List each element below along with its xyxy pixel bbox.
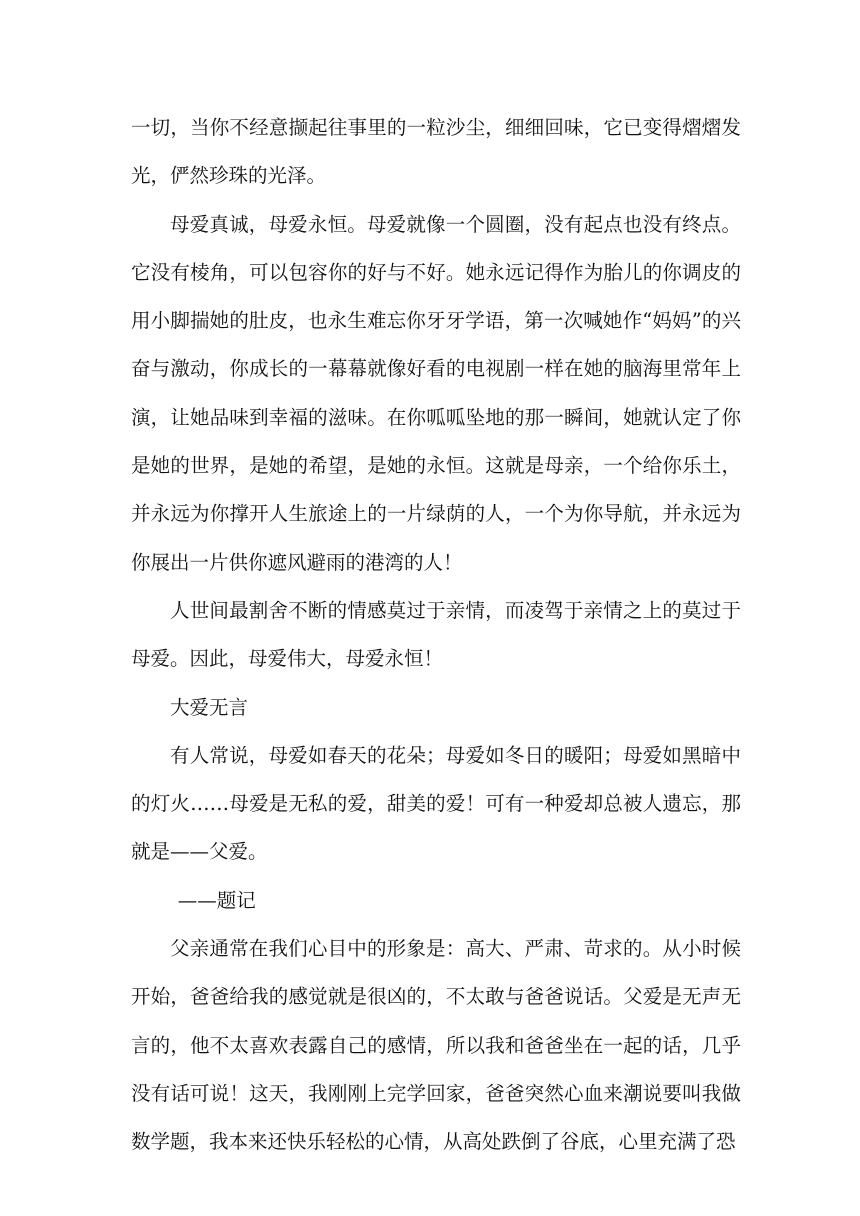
paragraph-conclusion: 人世间最割舍不断的情感莫过于亲情，而凌驾于亲情之上的莫过于母爱。因此，母爱伟大，母爱永恒！ (131, 598, 741, 671)
paragraph-continuation: 一切，当你不经意撷起往事里的一粒沙尘，细细回味，它已变得熠熠发光，俨然珍珠的光泽。 (131, 116, 741, 188)
paragraph-mother-love-eternal: 母爱真诚，母爱永恒。母爱就像一个圆圈，没有起点也没有终点。它没有棱角，可以包容你的好与不好。她永远记得作为胎儿的你调皮的用小脚揣她的肚皮，也永生难忘你牙牙学语，第一次喊她作“妈妈”的兴奋与激动，你成长的一幕幕就像好看的电视剧一样在她的脑海里常年上演，让她品味到幸福的滋味。在你呱呱坠地的那一瞬间，她就认定了你是她的世界，是她的希望，是她的永恒。这就是母亲，一个给你乐土，并永远为你撑开人生旅途上的一片绿荫的人，一个为你导航，并永远为你展出一片供你遮风避雨的港湾的人！ (131, 212, 741, 574)
paragraph-father-image: 父亲通常在我们心目中的形象是：高大、严肃、苛求的。从小时候开始，爸爸给我的感觉就是很凶的，不太敢与爸爸说话。父爱是无声无言的，他不太喜欢表露自己的感情，所以我和爸爸坐在一起的话，几乎没有话可说！这天，我刚刚上完学回家，爸爸突然心血来潮说要叫我做数学题，我本来还快乐轻松的心情，从高处跌倒了谷底，心里充满了恐 (131, 937, 741, 1154)
paragraph-epigraph: 有人常说，母爱如春天的花朵；母爱如冬日的暖阳；母爱如黑暗中的灯火……母爱是无私的爱，甜美的爱！可有一种爱却总被人遗忘，那就是——父爱。 (131, 743, 741, 864)
document-body (131, 104, 741, 1167)
essay-title: 大爱无言 (170, 695, 249, 719)
epigraph-signoff: ——题记 (177, 888, 256, 912)
